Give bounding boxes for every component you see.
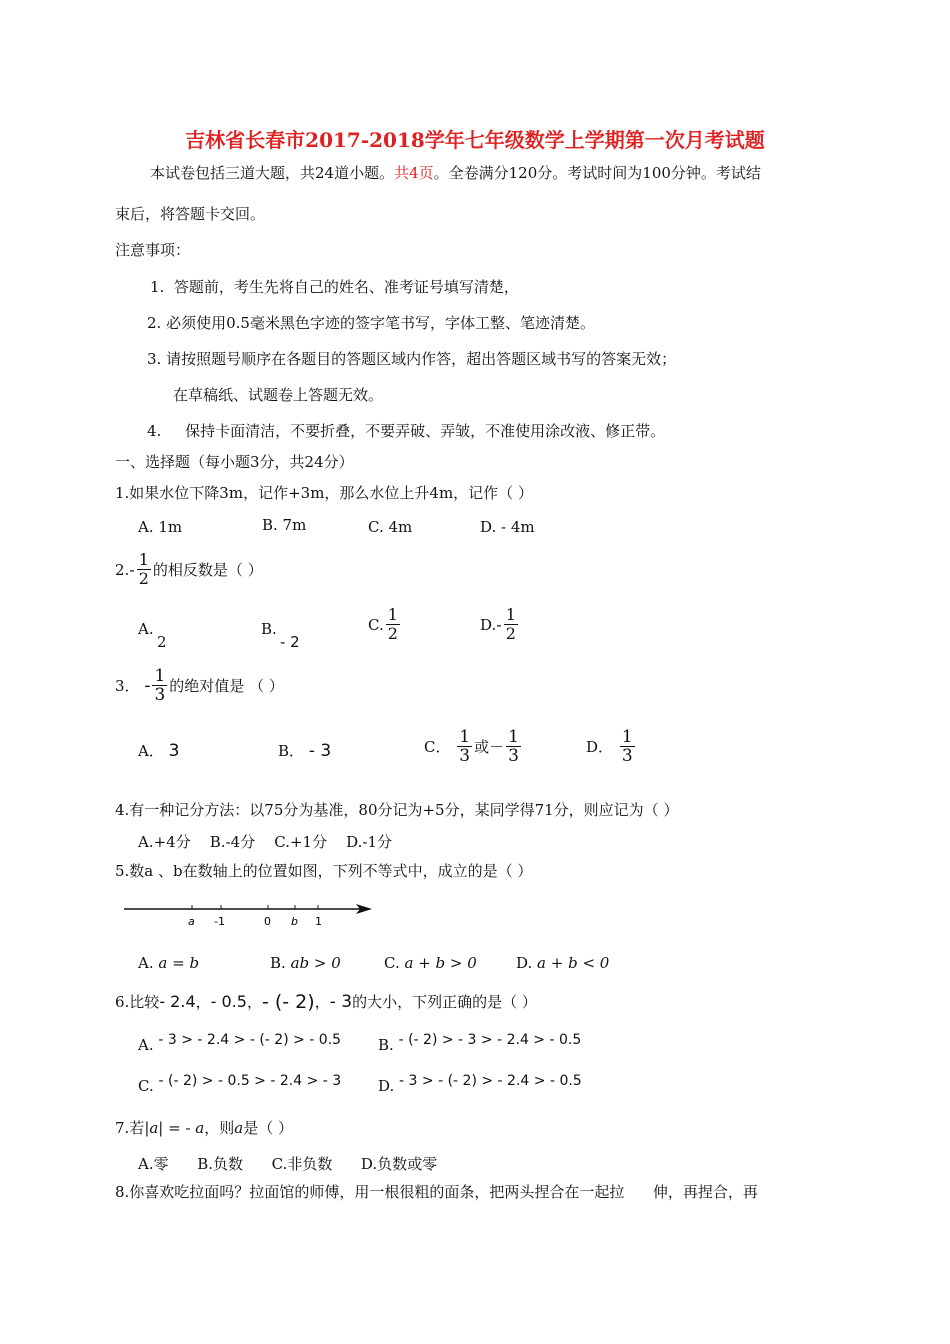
- q5-option-d: [516, 954, 609, 972]
- question-1-stem: 1.如果水位下降3m，记作+3m，那么水位上升4m，记作（ ）: [115, 484, 533, 502]
- fraction: [386, 606, 400, 643]
- number-4: - 3: [329, 992, 353, 1012]
- number-line-figure: [120, 896, 380, 930]
- note-item-1: [150, 277, 519, 297]
- option-label: D.: [378, 1077, 395, 1095]
- minus-sign: -: [496, 615, 502, 634]
- numerator: 1: [138, 550, 149, 569]
- fraction: [506, 728, 521, 765]
- q1-option-b: B. 7m: [262, 516, 307, 534]
- question-3-stem: [115, 667, 284, 704]
- separator: ，: [246, 993, 262, 1011]
- q2-option-a-value: 2: [157, 633, 167, 651]
- note-item-3: [147, 349, 676, 369]
- q3-option-c: [424, 728, 523, 765]
- intro-line-1: [150, 163, 761, 183]
- question-prefix: 6.比较: [115, 993, 160, 1011]
- question-prefix: 7.若: [115, 1119, 145, 1137]
- option-expr: a + b < 0: [537, 954, 610, 972]
- q3-option-a: [138, 740, 179, 761]
- q7-options: A.零 B.负数 C.非负数 D.负数或零: [138, 1155, 438, 1173]
- question-number: 2.: [115, 560, 130, 579]
- notes-heading: 注意事项：: [115, 241, 191, 259]
- page-title: 吉林省长春市2017-2018学年七年级数学上学期第一次月考试题: [185, 128, 765, 152]
- option-label: C.: [138, 1077, 154, 1095]
- note-item-2: [147, 313, 595, 333]
- question-text: 是（ ）: [243, 1119, 293, 1137]
- denominator: 3: [459, 746, 471, 766]
- intro-text-1: 本试卷包括三道大题，共24道小题。: [150, 164, 395, 182]
- axis-label-a: a: [188, 915, 195, 928]
- q1-option-a: A. 1m: [138, 518, 183, 536]
- option-label: D.: [516, 954, 533, 972]
- separator: ，: [195, 993, 211, 1011]
- intro-pages: 共4页: [394, 164, 434, 182]
- q5-option-c: [384, 954, 477, 972]
- denominator: 2: [505, 624, 516, 643]
- option-label: C.: [368, 615, 384, 634]
- question-text: 的大小，下列正确的是（ ）: [352, 993, 537, 1011]
- note-number: 4.: [147, 422, 162, 440]
- note-number: 3.: [147, 350, 162, 368]
- option-label: A.: [138, 1036, 154, 1054]
- q5-option-b: [270, 954, 341, 972]
- option-label: B．: [278, 742, 305, 760]
- q1-option-d: D. - 4m: [480, 518, 535, 536]
- numerator: 1: [459, 727, 471, 747]
- number-3: - (- 2): [261, 991, 315, 1013]
- option-expr: - 3 > - 2.4 > - (- 2) > - 0.5: [158, 1032, 342, 1048]
- q6-option-a: [138, 1032, 342, 1054]
- option-label: D．: [586, 738, 614, 756]
- question-4-stem: 4.有一种记分方法：以75分为基准，80分记为+5分，某同学得71分，则应记为（ ）: [115, 801, 679, 819]
- number-1: - 2.4: [159, 992, 196, 1011]
- fraction: [620, 728, 635, 765]
- question-8-stem: 8.你喜欢吃拉面吗？拉面馆的师傅，用一根很粗的面条，把两头捏合在一起拉 伸，再捏合，再: [115, 1183, 758, 1201]
- section-heading: 一、选择题（每小题3分，共24分）: [115, 453, 354, 471]
- note-text: 保持卡面清洁，不要折叠，不要弄破、弄皱，不准使用涂改液、修正带。: [185, 422, 666, 440]
- fraction: [137, 551, 151, 588]
- fraction: [457, 728, 472, 765]
- option-label: D.: [480, 615, 497, 634]
- option-connector: 或－: [474, 738, 505, 756]
- numerator: 1: [508, 727, 519, 747]
- option-label: C.: [384, 954, 400, 972]
- option-value: - 3: [308, 740, 332, 761]
- option-label: B.: [378, 1036, 394, 1054]
- question-6-stem: [115, 992, 537, 1012]
- q1-option-c: C. 4m: [368, 518, 413, 536]
- note-text: 必须使用0.5毫米黑色字迹的签字笔书写，字体工整、笔迹清楚。: [166, 314, 595, 332]
- separator: ，: [314, 993, 330, 1011]
- question-2-stem: [115, 551, 263, 588]
- question-number: 3．: [115, 676, 140, 695]
- q3-option-d: [586, 728, 637, 765]
- numerator: 1: [387, 605, 398, 624]
- question-mid: ，则: [204, 1119, 235, 1137]
- q4-options: A.+4分 B.-4分 C.+1分 D.-1分: [138, 833, 393, 851]
- note-number: 2.: [147, 314, 162, 332]
- question-text: 的相反数是（ ）: [152, 560, 263, 579]
- denominator: 3: [154, 685, 166, 705]
- question-expr: |a| = - a: [144, 1119, 205, 1137]
- q3-option-b: [278, 740, 331, 761]
- note-item-3-cont: 在草稿纸、试题卷上答题无效。: [173, 386, 384, 404]
- question-7-stem: [115, 1118, 293, 1138]
- note-item-4: [147, 421, 665, 441]
- intro-text-2: 。全卷满分120分。考试时间为100分钟。考试结: [433, 164, 761, 182]
- q2-option-d: [480, 606, 520, 643]
- q2-option-a-label: A.: [138, 620, 154, 638]
- question-text: 的绝对值是 （ ）: [169, 676, 284, 695]
- q5-option-a: [138, 954, 199, 972]
- axis-label-1: 1: [315, 915, 322, 928]
- denominator: 2: [138, 569, 149, 588]
- axis-label-minus-1: -1: [214, 915, 225, 928]
- denominator: 3: [621, 746, 633, 766]
- numerator: 1: [154, 666, 166, 686]
- q2-option-c: [368, 606, 402, 643]
- numerator: 1: [621, 727, 633, 747]
- q2-option-b-label: B.: [261, 620, 277, 638]
- option-label: A．: [138, 742, 164, 760]
- intro-line-2: 束后，将答题卡交回。: [115, 205, 266, 223]
- fraction: [152, 667, 167, 704]
- q6-option-d: [378, 1073, 582, 1095]
- option-label: C．: [424, 738, 451, 756]
- option-label: A.: [138, 954, 154, 972]
- number-2: - 0.5: [210, 992, 247, 1011]
- denominator: 3: [508, 746, 519, 766]
- option-expr: a + b > 0: [404, 954, 477, 972]
- q2-option-b-value: - 2: [280, 633, 300, 651]
- option-expr: a = b: [158, 954, 200, 972]
- option-expr: - (- 2) > - 3 > - 2.4 > - 0.5: [398, 1032, 582, 1048]
- axis-label-0: 0: [264, 915, 271, 928]
- note-number: 1.: [150, 278, 165, 296]
- minus-sign: -: [129, 560, 135, 579]
- option-expr: - (- 2) > - 0.5 > - 2.4 > - 3: [158, 1073, 342, 1089]
- question-var: a: [234, 1119, 244, 1137]
- denominator: 2: [387, 624, 398, 643]
- option-expr: - 3 > - (- 2) > - 2.4 > - 0.5: [399, 1073, 582, 1089]
- option-label: B.: [270, 954, 286, 972]
- question-5-stem: 5.数a 、b在数轴上的位置如图，下列不等式中，成立的是（ ）: [115, 862, 533, 880]
- q6-option-c: [138, 1073, 342, 1095]
- option-value: 3: [168, 740, 180, 761]
- fraction: [504, 606, 518, 643]
- note-text: 答题前，考生先将自己的姓名、准考证号填写清楚，: [173, 278, 519, 296]
- note-text: 请按照题号顺序在各题目的答题区域内作答，超出答题区域书写的答案无效；: [166, 350, 677, 368]
- option-expr: ab > 0: [290, 954, 341, 972]
- minus-sign: -: [144, 675, 151, 696]
- axis-label-b: b: [291, 915, 298, 928]
- q6-option-b: [378, 1032, 582, 1054]
- numerator: 1: [505, 605, 516, 624]
